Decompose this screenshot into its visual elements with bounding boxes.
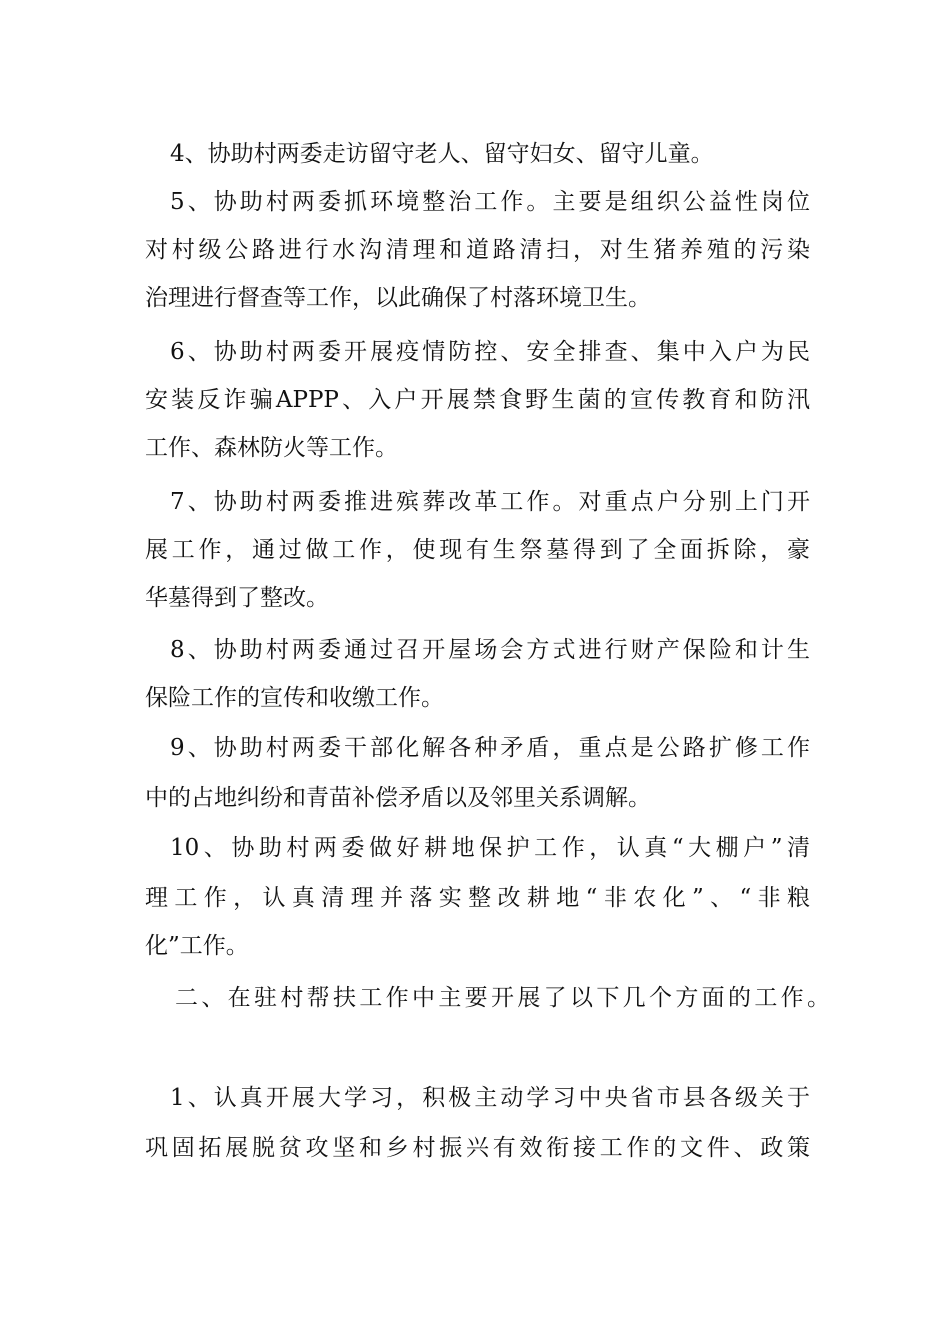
- text-line-9: 展工作，通过做工作，使现有生祭墓得到了全面拆除，豪: [145, 537, 810, 563]
- text-line-3: 对村级公路进行水沟清理和道路清扫，对生猪养殖的污染: [145, 237, 810, 263]
- text-line-5: 6、协助村两委开展疫情防控、安全排查、集中入户为民: [170, 339, 810, 365]
- text-line-4: 治理进行督查等工作，以此确保了村落环境卫生。: [145, 285, 651, 311]
- text-line-15: 10、协助村两委做好耕地保护工作，认真“大棚户”清: [170, 835, 810, 861]
- text-line-12: 保险工作的宣传和收缴工作。: [145, 685, 444, 711]
- text-line-11: 8、协助村两委通过召开屋场会方式进行财产保险和计生: [170, 637, 810, 663]
- text-line-7: 工作、森林防火等工作。: [145, 435, 398, 461]
- text-line-14: 中的占地纠纷和青苗补偿矛盾以及邻里关系调解。: [145, 785, 651, 811]
- section-heading: 二、在驻村帮扶工作中主要开展了以下几个方面的工作。: [175, 985, 830, 1011]
- text-line-2: 5、协助村两委抓环境整治工作。主要是组织公益性岗位: [170, 189, 810, 215]
- text-line-16: 理工作，认真清理并落实整改耕地“非农化”、“非粮: [145, 885, 810, 911]
- text-line-8: 7、协助村两委推进殡葬改革工作。对重点户分别上门开: [170, 489, 810, 515]
- text-line-6: 安装反诈骗APPP、入户开展禁食野生菌的宣传教育和防汛: [145, 387, 810, 413]
- text-line-13: 9、协助村两委干部化解各种矛盾，重点是公路扩修工作: [170, 735, 810, 761]
- text-line-20: 巩固拓展脱贫攻坚和乡村振兴有效衔接工作的文件、政策: [145, 1135, 810, 1161]
- text-line-1: 4、协助村两委走访留守老人、留守妇女、留守儿童。: [170, 141, 714, 167]
- text-line-10: 华墓得到了整改。: [145, 585, 329, 611]
- text-line-17: 化”工作。: [145, 933, 249, 959]
- text-line-19: 1、认真开展大学习，积极主动学习中央省市县各级关于: [170, 1085, 810, 1111]
